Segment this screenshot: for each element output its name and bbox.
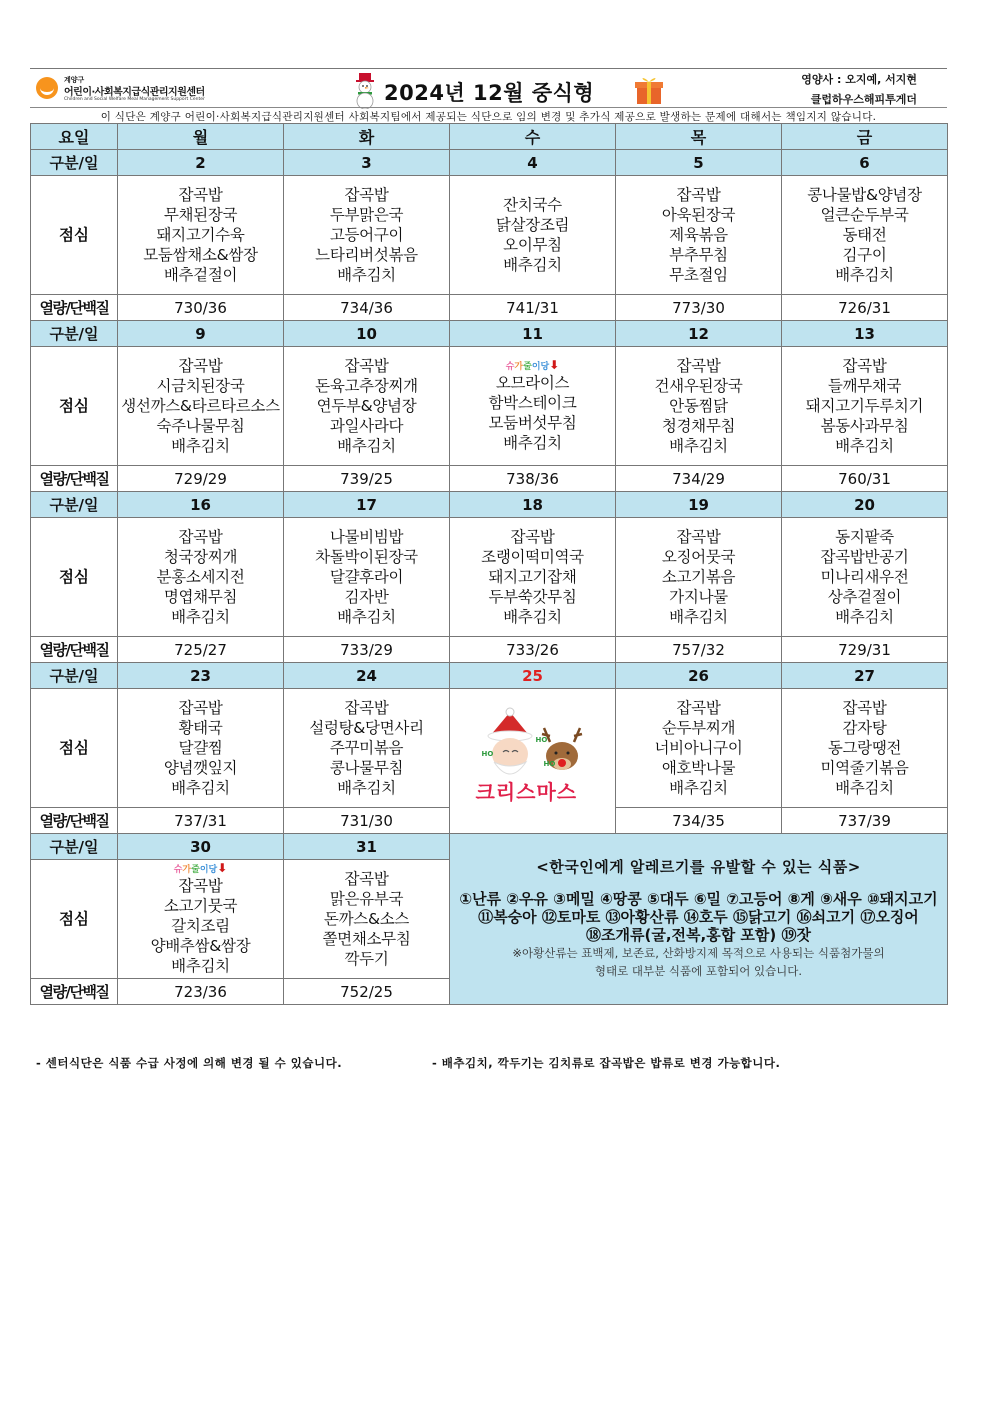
lunch-menu-cell [450, 176, 616, 295]
menu-item: 깍두기 [344, 950, 389, 968]
menu-item: 소고기볶음 [661, 568, 736, 586]
calorie-protein-value: 733/26 [450, 637, 616, 663]
menu-item: 잡곡밥 [344, 870, 389, 888]
menu-item: 부추무침 [669, 246, 728, 264]
menu-item: 양배추쌈&쌈장 [150, 937, 251, 955]
lunch-row [31, 176, 948, 295]
date-cell: 4 [450, 150, 616, 176]
menu-item: 연두부&양념장 [316, 397, 417, 415]
menu-item: 청경채무침 [661, 417, 736, 435]
calorie-protein-value: 731/30 [284, 808, 450, 834]
lunch-menu-cell [118, 689, 284, 808]
date-cell: 9 [118, 321, 284, 347]
menu-item: 주꾸미볶음 [329, 739, 404, 757]
menu-item: 배추김치 [503, 256, 562, 274]
allergy-list-line: ⑪복숭아 ⑫토마토 ⑬아황산류 ⑭호두 ⑮닭고기 ⑯쇠고기 ⑰오징어 [478, 908, 919, 926]
lunch-row [31, 518, 948, 637]
menu-item: 잡곡밥 [842, 357, 887, 375]
lunch-menu-cell [616, 518, 782, 637]
menu-item: 오이무침 [503, 236, 562, 254]
menu-item: 동태전 [842, 226, 887, 244]
date-row [31, 150, 948, 176]
lunch-menu-cell [284, 689, 450, 808]
menu-item: 동그랑땡전 [827, 739, 902, 757]
menu-item: 돼지고기수육 [156, 226, 245, 244]
footer-note-left: - 센터식단은 식품 수급 사정에 의해 변경 될 수 있습니다. [36, 1056, 343, 1070]
menu-item: 배추김치 [835, 779, 894, 797]
calorie-protein-value: 773/30 [616, 295, 782, 321]
menu-item: 쫄면채소무침 [322, 930, 411, 948]
menu-item: 애호박나물 [661, 759, 736, 777]
down-arrow-icon: ⬇ [549, 358, 560, 372]
footer-note-right: - 배추김치, 깍두기는 김치류로 잡곡밥은 밥류로 변경 가능합니다. [432, 1056, 781, 1070]
date-row-label: 구분/일 [31, 834, 118, 860]
weekday-wed: 수 [450, 124, 616, 150]
date-cell: 5 [616, 150, 782, 176]
lunch-label: 점심 [31, 176, 118, 295]
sugar-tag-text: 슈 [173, 865, 183, 875]
calorie-protein-value: 741/31 [450, 295, 616, 321]
date-cell: 11 [450, 321, 616, 347]
menu-item: 배추김치 [171, 437, 230, 455]
calorie-protein-row [31, 295, 948, 321]
lunch-menu-cell [118, 518, 284, 637]
header [30, 68, 947, 109]
menu-item: 감자탕 [842, 719, 887, 737]
date-row [31, 321, 948, 347]
menu-item: 잡곡밥 [344, 357, 389, 375]
menu-item: 배추김치 [171, 779, 230, 797]
lunch-menu-cell [450, 518, 616, 637]
calorie-protein-row [31, 637, 948, 663]
calorie-protein-label: 열량/단백질 [31, 466, 118, 492]
menu-item: 제육볶음 [669, 226, 728, 244]
weekday-fri: 금 [782, 124, 948, 150]
menu-body [31, 124, 948, 1005]
menu-item: 돼지고기두루치기 [805, 397, 924, 415]
menu-item: 봄동사과무침 [820, 417, 909, 435]
logo-center-name: 어린이·사회복지급식관리지원센터 [64, 87, 205, 98]
lunch-menu-cell [118, 347, 284, 466]
menu-item: 잡곡밥 [510, 528, 555, 546]
menu-item: 배추김치 [337, 266, 396, 284]
menu-item: 콩나물밥&양념장 [807, 186, 922, 204]
lunch-label: 점심 [31, 518, 118, 637]
menu-item: 맑은유부국 [329, 890, 404, 908]
santa-rudolph-icon [458, 706, 608, 786]
date-row [31, 834, 948, 860]
calorie-protein-value: 757/32 [616, 637, 782, 663]
date-cell: 18 [450, 492, 616, 518]
menu-item: 잡곡밥 [178, 357, 223, 375]
menu-item: 배추김치 [171, 608, 230, 626]
lunch-menu-cell [284, 860, 450, 979]
weekday-tue: 화 [284, 124, 450, 150]
menu-item: 과일사라다 [329, 417, 404, 435]
ho-text-right: HO [543, 760, 556, 768]
calorie-protein-value: 738/36 [450, 466, 616, 492]
lunch-label: 점심 [31, 347, 118, 466]
menu-item: 설렁탕&당면사리 [309, 719, 424, 737]
menu-item: 돈육고추장찌개 [315, 377, 418, 395]
menu-item: 잡곡밥 [676, 186, 721, 204]
calorie-protein-value: 739/25 [284, 466, 450, 492]
date-row-label: 구분/일 [31, 492, 118, 518]
menu-item: 나물비빔밥 [329, 528, 404, 546]
menu-item: 배추김치 [669, 608, 728, 626]
menu-item: 모둠버섯무침 [488, 414, 577, 432]
menu-item: 잡곡밥 [344, 699, 389, 717]
menu-item: 배추겉절이 [163, 266, 238, 284]
menu-item: 배추김치 [835, 266, 894, 284]
menu-item: 달걀후라이 [329, 568, 404, 586]
date-row-label: 구분/일 [31, 150, 118, 176]
gift-box-icon [634, 75, 664, 105]
menu-item: 모둠쌈채소&쌈장 [143, 246, 258, 264]
menu-item: 배추김치 [503, 434, 562, 452]
calorie-protein-value: 737/31 [118, 808, 284, 834]
menu-item: 갈치조림 [171, 917, 230, 935]
calorie-protein-value: 760/31 [782, 466, 948, 492]
lunch-menu-cell [450, 347, 616, 466]
menu-title: 2024년 12월 중식형 [384, 81, 595, 105]
calorie-protein-value: 752/25 [284, 979, 450, 1005]
calorie-protein-value: 734/35 [616, 808, 782, 834]
calorie-protein-value: 729/31 [782, 637, 948, 663]
disclaimer: 이 식단은 계양구 어린이·사회복지급식관리지원센터 사회복지팀에서 제공되는 식단으로 임의 변경 및 추가식 제공으로 발생하는 문제에 대해서는 책임지지 않습니다. [30, 107, 947, 124]
calorie-protein-value: 737/39 [782, 808, 948, 834]
calorie-protein-value: 729/29 [118, 466, 284, 492]
menu-item: 명엽채무침 [163, 588, 238, 606]
menu-item: 김자반 [344, 588, 389, 606]
menu-item: 잡곡밥 [178, 528, 223, 546]
menu-item: 무채된장국 [163, 206, 238, 224]
menu-item: 고등어구이 [329, 226, 404, 244]
christmas-illustration [458, 706, 608, 816]
calorie-protein-label: 열량/단백질 [31, 808, 118, 834]
sugar-reduction-tag [450, 359, 615, 373]
menu-item: 오므라이스 [495, 374, 570, 392]
menu-item: 배추김치 [171, 957, 230, 975]
menu-item: 배추김치 [337, 437, 396, 455]
date-cell: 16 [118, 492, 284, 518]
date-cell: 19 [616, 492, 782, 518]
christmas-holiday-cell [450, 689, 616, 834]
center-logo [36, 75, 226, 105]
menu-item: 얼큰순두부국 [820, 206, 909, 224]
sugar-reduction-tag [118, 862, 283, 876]
menu-item: 미역줄기볶음 [820, 759, 909, 777]
allergy-list-line: ⑱조개류(굴,전복,홍합 포함) ⑲잣 [586, 926, 811, 944]
calorie-protein-label: 열량/단백질 [31, 295, 118, 321]
calorie-protein-row [31, 466, 948, 492]
date-cell: 20 [782, 492, 948, 518]
date-row-label: 구분/일 [31, 321, 118, 347]
title-block [348, 71, 668, 107]
menu-item: 잡곡밥 [676, 357, 721, 375]
menu-item: 콩나물무침 [329, 759, 404, 777]
lunch-menu-cell [782, 347, 948, 466]
menu-item: 잡곡밥 [178, 877, 223, 895]
menu-item: 순두부찌개 [661, 719, 736, 737]
menu-item: 양념깻잎지 [163, 759, 238, 777]
menu-item: 배추김치 [337, 608, 396, 626]
sugar-tag-text: 줄 [523, 362, 532, 372]
calorie-protein-value: 734/36 [284, 295, 450, 321]
sugar-tag-text: 이당 [531, 362, 550, 372]
sugar-tag-text: 이당 [199, 865, 218, 875]
allergy-note: ※아황산류는 표백제, 보존료, 산화방지제 목적으로 사용되는 식품첨가물의 [512, 946, 885, 960]
calorie-protein-label: 열량/단백질 [31, 979, 118, 1005]
lunch-row [31, 689, 948, 808]
menu-item: 건새우된장국 [654, 377, 743, 395]
menu-item: 배추김치 [669, 779, 728, 797]
menu-item: 상추겉절이 [827, 588, 902, 606]
menu-item: 닭살장조림 [495, 216, 570, 234]
menu-item: 동지팥죽 [835, 528, 894, 546]
menu-item: 가지나물 [669, 588, 728, 606]
snowman-icon [350, 73, 380, 109]
lunch-menu-cell [782, 176, 948, 295]
menu-item: 배추김치 [337, 779, 396, 797]
menu-item: 잡곡밥 [178, 186, 223, 204]
allergy-info-box [450, 834, 948, 1005]
menu-item: 들깨무채국 [827, 377, 902, 395]
menu-item: 배추김치 [669, 437, 728, 455]
menu-item: 분홍소세지전 [156, 568, 245, 586]
menu-item: 아욱된장국 [661, 206, 736, 224]
logo-district: 계양구 [64, 76, 85, 84]
menu-item: 생선까스&타르타르소스 [121, 397, 280, 415]
date-row-label: 구분/일 [31, 663, 118, 689]
menu-item: 청국장찌개 [163, 548, 238, 566]
sugar-tag-text: 슈 [505, 362, 515, 372]
date-cell: 13 [782, 321, 948, 347]
date-cell: 3 [284, 150, 450, 176]
menu-item: 잡곡밥 [676, 699, 721, 717]
sugar-tag-text: 줄 [191, 865, 200, 875]
calorie-protein-value: 734/29 [616, 466, 782, 492]
date-cell: 10 [284, 321, 450, 347]
ho-text-left: HO [481, 750, 494, 758]
allergy-list-line: ①난류 ②우유 ③메밀 ④땅콩 ⑤대두 ⑥밀 ⑦고등어 ⑧게 ⑨새우 ⑩돼지고기 [459, 890, 938, 908]
calorie-protein-value: 733/29 [284, 637, 450, 663]
calorie-protein-value: 725/27 [118, 637, 284, 663]
menu-item: 조랭이떡미역국 [481, 548, 584, 566]
menu-item: 잔치국수 [503, 196, 562, 214]
lunch-menu-cell [616, 347, 782, 466]
menu-item: 차돌박이된장국 [315, 548, 418, 566]
calorie-protein-value: 723/36 [118, 979, 284, 1005]
menu-item: 너비아니구이 [654, 739, 743, 757]
date-cell: 23 [118, 663, 284, 689]
sugar-tag-text: 가 [514, 362, 524, 372]
menu-item: 돼지고기잡채 [488, 568, 577, 586]
date-cell: 12 [616, 321, 782, 347]
lunch-label: 점심 [31, 689, 118, 808]
menu-item: 배추김치 [503, 608, 562, 626]
allergy-note: 형태로 대부분 식품에 포함되어 있습니다. [594, 964, 803, 978]
weekday-thu: 목 [616, 124, 782, 150]
date-cell: 25 [450, 663, 616, 689]
menu-item: 배추김치 [835, 437, 894, 455]
menu-item: 잡곡밥반공기 [820, 548, 909, 566]
facility-name: 클럽하우스해피투게더 [810, 93, 917, 106]
menu-item: 김구이 [842, 246, 887, 264]
smile-logo-icon [36, 77, 58, 99]
menu-item: 두부쑥갓무침 [488, 588, 577, 606]
dietitian-names: 영양사 : 오지예, 서지현 [801, 73, 917, 86]
menu-item: 숙주나물무침 [156, 417, 245, 435]
date-cell: 2 [118, 150, 284, 176]
menu-item: 두부맑은국 [329, 206, 404, 224]
date-cell: 31 [284, 834, 450, 860]
lunch-menu-cell [284, 347, 450, 466]
lunch-menu-cell [118, 176, 284, 295]
sugar-tag-text: 가 [182, 865, 192, 875]
calorie-protein-value: 726/31 [782, 295, 948, 321]
lunch-menu-cell [118, 860, 284, 979]
date-row [31, 663, 948, 689]
menu-item: 황태국 [178, 719, 223, 737]
menu-item: 미나리새우전 [820, 568, 909, 586]
ho-text-top: HO [535, 736, 548, 744]
lunch-label: 점심 [31, 860, 118, 979]
lunch-menu-cell [782, 518, 948, 637]
logo-english-name: Children and Social Welfare Meal Management Support Center [64, 97, 205, 102]
menu-item: 잡곡밥 [178, 699, 223, 717]
menu-item: 오징어뭇국 [661, 548, 736, 566]
menu-item: 돈까스&소스 [323, 910, 410, 928]
date-row [31, 492, 948, 518]
weekday-label: 요일 [31, 124, 118, 150]
menu-item: 소고기뭇국 [163, 897, 238, 915]
lunch-row [31, 347, 948, 466]
date-cell: 27 [782, 663, 948, 689]
menu-item: 달걀찜 [178, 739, 223, 757]
lunch-menu-cell [284, 518, 450, 637]
menu-item: 시금치된장국 [156, 377, 245, 395]
down-arrow-icon: ⬇ [217, 861, 228, 875]
menu-item: 잡곡밥 [842, 699, 887, 717]
lunch-menu-cell [284, 176, 450, 295]
lunch-menu-cell [782, 689, 948, 808]
weekly-menu-table [30, 123, 948, 1005]
calorie-protein-label: 열량/단백질 [31, 637, 118, 663]
menu-item: 안동찜닭 [669, 397, 728, 415]
calorie-protein-value: 730/36 [118, 295, 284, 321]
weekday-mon: 월 [118, 124, 284, 150]
menu-item: 함박스테이크 [488, 394, 577, 412]
menu-item: 느타리버섯볶음 [315, 246, 418, 264]
christmas-label: 크리스마스 [475, 780, 578, 804]
menu-item: 잡곡밥 [676, 528, 721, 546]
date-cell: 17 [284, 492, 450, 518]
menu-item: 배추김치 [835, 608, 894, 626]
allergy-title: <한국인에게 알레르기를 유발할 수 있는 식품> [536, 858, 861, 876]
lunch-menu-cell [616, 176, 782, 295]
date-cell: 6 [782, 150, 948, 176]
weekday-header-row [31, 124, 948, 150]
date-cell: 30 [118, 834, 284, 860]
menu-item: 잡곡밥 [344, 186, 389, 204]
lunch-menu-cell [616, 689, 782, 808]
date-cell: 24 [284, 663, 450, 689]
date-cell: 26 [616, 663, 782, 689]
menu-item: 무초절임 [669, 266, 728, 284]
